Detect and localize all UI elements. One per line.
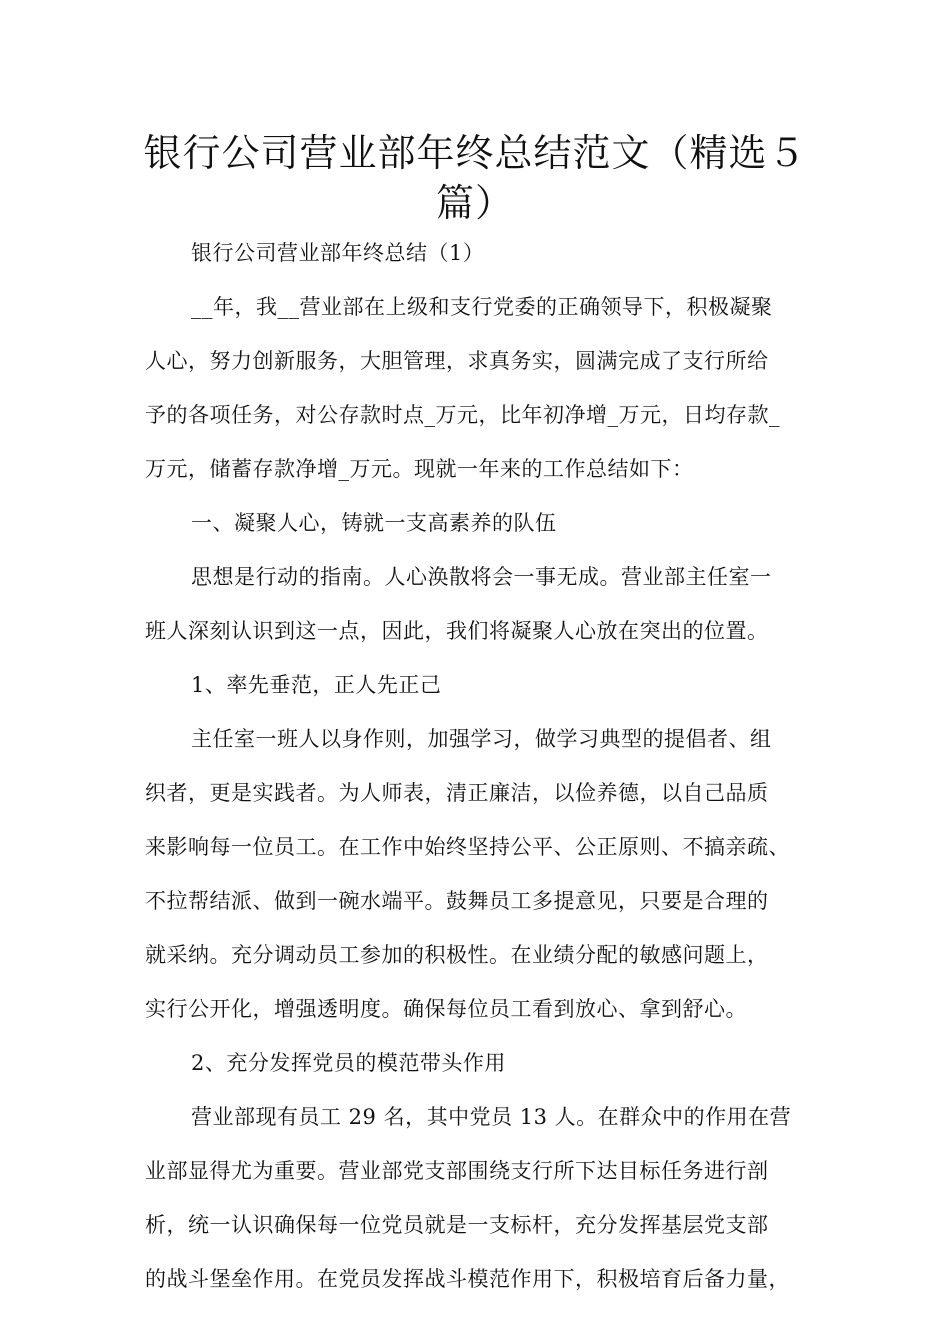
line-gap <box>145 923 825 933</box>
text-line: 2、充分发挥党员的模范带头作用 <box>191 1051 506 1075</box>
line-gap <box>145 1085 825 1095</box>
text-line: 银行公司营业部年终总结（1） <box>191 241 485 265</box>
text-line: 的战斗堡垒作用。在党员发挥战斗模范作用下，积极培育后备力量， <box>145 1267 790 1291</box>
document-body <box>145 231 825 1301</box>
line-gap <box>145 1139 825 1149</box>
line-gap <box>145 1193 825 1203</box>
document-title <box>110 128 840 228</box>
line-gap <box>145 653 825 663</box>
line-gap <box>145 383 825 393</box>
line-gap <box>145 599 825 609</box>
text-line: 予的各项任务，对公存款时点_万元，比年初净增_万元，日均存款_ <box>145 403 780 427</box>
text-line: 主任室一班人以身作则，加强学习，做学习典型的提倡者、组 <box>191 727 772 751</box>
text-line: 来影响每一位员工。在工作中始终坚持公平、公正原则、不搞亲疏、 <box>145 835 790 859</box>
line-gap <box>145 329 825 339</box>
line-gap <box>145 707 825 717</box>
line-gap <box>145 275 825 285</box>
line-gap <box>145 1247 825 1257</box>
text-line: 就采纳。充分调动员工参加的积极性。在业绩分配的敏感问题上， <box>145 943 769 967</box>
line-gap <box>145 761 825 771</box>
text-line: __年，我__营业部在上级和支行党委的正确领导下，积极凝聚 <box>191 295 773 319</box>
text-line: 织者，更是实践者。为人师表，清正廉洁，以俭养德，以自己品质 <box>145 781 769 805</box>
line-gap <box>145 1031 825 1041</box>
line-gap <box>145 815 825 825</box>
title-line-2: 篇） <box>435 181 514 225</box>
text-line: 实行公开化，增强透明度。确保每位员工看到放心、拿到舒心。 <box>145 997 747 1021</box>
line-gap <box>145 491 825 501</box>
text-line: 思想是行动的指南。人心涣散将会一事无成。营业部主任室一 <box>191 565 772 589</box>
text-line: 营业部现有员工 29 名，其中党员 13 人。在群众中的作用在营 <box>191 1105 792 1129</box>
line-gap <box>145 545 825 555</box>
text-line: 业部显得尤为重要。营业部党支部围绕支行所下达目标任务进行剖 <box>145 1159 769 1183</box>
line-gap <box>145 869 825 879</box>
text-line: 1、率先垂范，正人先正己 <box>191 673 442 697</box>
text-line: 班人深刻认识到这一点，因此，我们将凝聚人心放在突出的位置。 <box>145 619 769 643</box>
text-line: 不拉帮结派、做到一碗水端平。鼓舞员工多提意见，只要是合理的 <box>145 889 769 913</box>
text-line: 万元，储蓄存款净增_万元。现就一年来的工作总结如下： <box>145 457 694 481</box>
line-gap <box>145 437 825 447</box>
text-line: 析，统一认识确保每一位党员就是一支标杆，充分发挥基层党支部 <box>145 1213 769 1237</box>
text-line: 一、凝聚人心，铸就一支高素养的队伍 <box>191 511 557 535</box>
line-gap <box>145 977 825 987</box>
title-line-1: 银行公司营业部年终总结范文（精选５ <box>143 131 807 175</box>
text-line: 人心，努力创新服务，大胆管理，求真务实，圆满完成了支行所给 <box>145 349 769 373</box>
